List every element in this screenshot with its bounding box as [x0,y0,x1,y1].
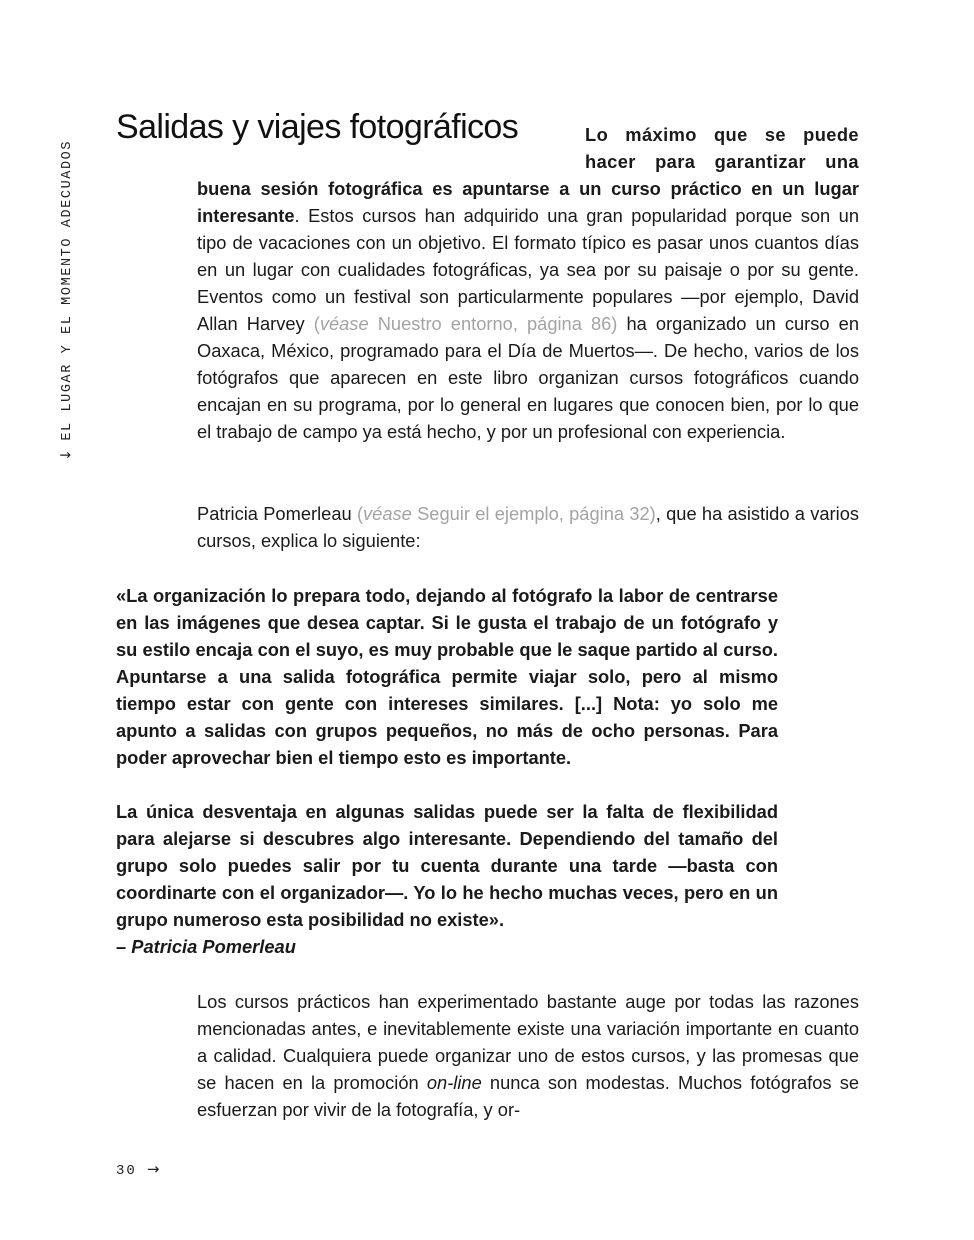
body-paragraph-3: Los cursos prácticos han experimentado bastante auge por todas las razones mencionadas antes, e inevitablemente existe una variación importante en cuanto a calidad. Cualquiera puede organizar uno de estos cursos, y las promesas que se hacen en la promoción on-line nunca son modestas. Muchos fotógrafos se esfuerzan por vivir de la fotografía, y or- [197,991,860,1120]
pull-quote [116,582,778,960]
quote-attribution: – Patricia Pomerleau [116,936,296,957]
page-number: 30 [116,1163,137,1179]
quote-paragraph-1: «La organización lo prepara todo, dejando al fotógrafo la labor de centrarse en las imágenes que desea captar. Si le gusta el trabajo de un fotógrafo y su estilo encaja con el suyo, es muy probable que le saque partido al curso. Apuntarse a una salida fotográfica permite viajar solo, pero al mismo tiempo estar con gente con intereses similares. [...] Nota: yo solo me apunto a salidas con grupos pequeños, no más de ocho personas. Para poder aprovechar bien el tiempo esto es importante. [116,585,778,768]
lead-text-a: . Estos cursos han adquirido una gran popularidad porque son un tipo de vacaciones con un objetivo. El formato típico es pasar unos cuantos días en un lugar con cualidades fotográficas, ya sea por su paisaje o por su gente. Eventos como un festival son particularmente populares —por ejemplo, David Allan Harvey [197,205,859,334]
page-folio [116,1160,159,1179]
running-head [58,140,75,462]
lead-bold-continuation: buena sesión fotográfica es apuntarse a un curso práctico en un lugar interesante [197,178,859,226]
arrow-up-icon: → [59,447,73,464]
cross-reference-link[interactable]: (véase Seguir el ejemplo, página 32) [356,503,656,524]
lead-intro-bold: Lo máximo que se puede hacer para garantizar una [585,124,859,172]
lead-paragraph [197,175,859,445]
body-paragraph-2: Patricia Pomerleau (véase Seguir el ejemplo, página 32), que ha asistido a varios cursos, explica lo siguiente: [197,503,859,551]
cross-reference-link[interactable]: (véase Nuestro entorno, página 86) [313,313,618,334]
quote-paragraph-2: La única desventaja en algunas salidas puede ser la falta de flexibilidad para alejarse si descubres algo interesante. Dependiendo del tamaño del grupo solo puedes salir por tu cuenta durante una tarde —basta con coordinarte con el organizador—. Yo lo he hecho muchas veces, pero en un grupo numeroso esta posibilidad no existe». [116,801,778,930]
arrow-right-icon[interactable]: → [146,1160,160,1178]
lead-text-b: ha organizado un curso en Oaxaca, México, programado para el Día de Muertos—. De hecho, varios de los fotógrafos que aparecen en este libro organizan cursos fotográficos cuando encajan en su programa, por lo general en lugares que conocen bien, por lo que el trabajo de campo ya está hecho, y por un profesional con experiencia. [197,313,859,442]
running-head-text: EL LUGAR Y EL MOMENTO ADECUADOS [60,139,75,441]
section-title: Salidas y viajes fotográficos [116,108,519,146]
